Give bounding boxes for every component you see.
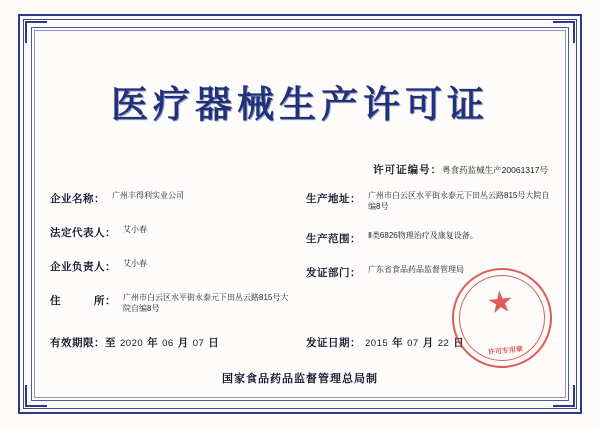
issue-date-month-unit: 月	[422, 336, 434, 349]
validity-year: 2020	[120, 337, 144, 349]
validity-month: 06	[162, 337, 174, 349]
issue-date-year-unit: 年	[392, 336, 404, 349]
field-label: 企业负责人：	[50, 261, 116, 273]
validity-column	[40, 335, 300, 350]
issue-date-month: 07	[407, 337, 419, 349]
field-production-address	[306, 191, 554, 213]
field-legal-representative	[50, 225, 294, 241]
official-seal-stamp: ★ 许可专用章	[447, 263, 557, 373]
issue-date-day: 22	[437, 337, 450, 349]
validity-day-unit: 日	[208, 336, 220, 349]
field-company-name	[50, 191, 294, 207]
field-label: 住 所：	[50, 295, 116, 307]
field-value: Ⅱ类6826物理治疗及康复设备。	[368, 230, 478, 240]
certificate-number-value: 粤食药监械生产20061317号	[442, 165, 548, 175]
validity-label: 有效期限：至	[50, 336, 116, 349]
validity-year-unit: 年	[147, 336, 159, 349]
validity-month-unit: 月	[177, 336, 189, 349]
field-production-scope	[306, 231, 554, 247]
certificate-number-label: 许可证编号：	[373, 164, 443, 176]
field-label: 发证部门：	[306, 266, 361, 279]
field-label: 企业名称：	[50, 193, 105, 205]
field-value: 艾小春	[123, 225, 147, 234]
validity-date	[50, 335, 294, 350]
field-value: 广州市白云区水平街永泰元下田丛云路815号大院自编8号	[368, 191, 550, 211]
issue-date-year: 2015	[365, 337, 389, 349]
field-label: 法定代表人：	[50, 227, 116, 239]
field-enterprise-manager	[50, 259, 294, 275]
footer-issuer: 国家食品药品监督管理总局制	[222, 373, 378, 385]
issue-date-day-unit: 日	[453, 336, 465, 349]
validity-day: 07	[192, 337, 205, 349]
certificate-number	[40, 162, 560, 177]
field-value: 广东省食品药品监督管理局	[368, 264, 464, 274]
field-value: 艾小春	[123, 259, 147, 268]
field-label: 生产范围：	[306, 232, 361, 245]
issue-date-label: 发证日期：	[306, 336, 361, 349]
field-value: 广州市白云区水平街永泰元下田丛云路815号大院自编8号	[123, 293, 289, 313]
certificate-title: 医疗器械生产许可证	[111, 82, 489, 126]
field-value: 广州丰得利实业公司	[112, 191, 184, 200]
seal-bottom-text: 许可专用章	[487, 346, 524, 357]
field-label: 生产地址：	[306, 193, 361, 205]
fields-column-left	[40, 191, 300, 333]
field-address	[50, 293, 294, 315]
